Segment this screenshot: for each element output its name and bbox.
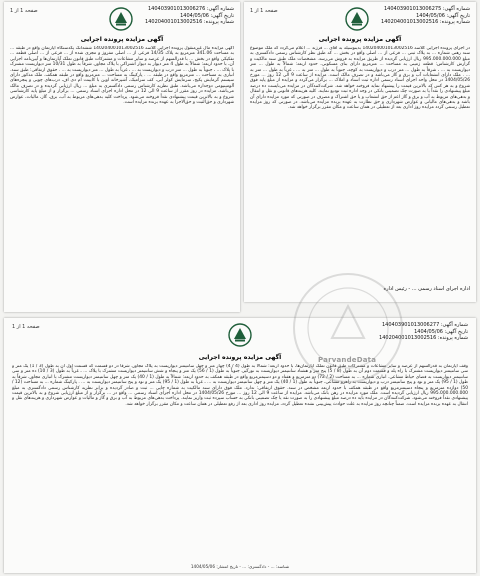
judiciary-emblem-icon xyxy=(108,6,134,32)
notice-date: تاریخ آگهی: 1404/05/06 xyxy=(414,328,468,335)
judiciary-emblem-icon xyxy=(344,6,370,32)
notice-body: وقف آپارتمان به قدرالسهم از عرصه و سایر مشاعات و مشترکات طبق قانون تملک آپارتمان‌ها، با حدود اربعه: شمالاً به طول (4 / 4) چهار متر و چهل سانتیمتر دیواریست به پلاک مجاور، شرقاً در دو قسمت که قسمت اول آن به طول (3 / 1) یک متر و سی سانتیمتر دیواریست مشترک با راه پله و قسمت دوم آن به طول (8 / 5) پنج متر و هشتاد سانتیمتر دیواریست به نورگیر، جنوباً به طول (1 / 56) یک متر و پنجاه و شش سانتیمتر دیواریست مشترک با پلاک ... ، غرباً به طول (3 / 10) ده متر و سی سانتیمتر دیواریست به فضای حیاط مشاعی. انباری شماره ... به مساحت (2 / 72) دو مترمربع و هفتاد و دو دسیمترمربع واقع در طبقه همکف به حدود اربعه: شمالاً به طول (1 / 40) یک متر و چهل سانتیمتر دیواریست مشترک با انباری مجاور، شرقاً به طول (1 / 95) یک متر و نود و پنج سانتیمتر درب و دیواریست به راهرو مشاعی، جنوباً به طول (1 / 40) یک متر و چهل سانتیمتر دیواریست به ... ، غرباً به طول (1 / 95) یک متر و نود و پنج سانتیمتر دیواریست به ... . پارکینگ شماره ... به مساحت (12 / 50) دوازده مترمربع و پنجاه دسیمترمربع واقع در طبقه همکف با حدود اربعه مشخص در سند. حقوق ارتفاقی: ندارد. ملک فوق دارای سند مالکیت به شماره چاپی ... ثبت و صادر گردیده و برابر نظریه کارشناس رسمی دادگستری به مبلغ 995.000.000.000 ریال ارزیابی گردیده است. ملک مورد مزایده در رهن بانک می‌باشد. مزایده از ساعت 9 الی 12 روز ... مورخ 1404/05/26 در محل اداره اجرای اسناد رسمی ... واقع در ... برگزار و از مبلغ ارزیابی شروع و به بالاترین قیمت پیشنهادی نقداً فروخته می‌شود. شرکت‌کنندگان در مزایده باید ده درصد مبلغ پیشنهادی را به صورت نقد یا چک تضمینی بانکی به حساب سپرده ثبت واریز نمایند. پرداخت بدهی‌های مربوط به آب و برق و گاز و مالیات و عوارض شهرداری و هزینه‌های نقل و انتقال به عهده برنده مزایده است. ضمناً چنانچه روز مزایده به علت حوادث پیش‌بینی نشده تعطیل گردد، مزایده روز اداری بعد از رفع تعطیلی در همان ساعت و مکان مقرر برگزار خواهد شد. xyxy=(12,364,468,407)
notice-meta xyxy=(379,322,468,342)
notice-title: آگهی مزایده پرونده اجرایی xyxy=(198,354,282,361)
notice-number: شماره آگهی: 140403901013006277 xyxy=(381,322,468,328)
notice-title: آگهی مزایده پرونده اجرایی xyxy=(318,36,402,43)
page-indicator: صفحه 1 از 1 xyxy=(10,8,38,14)
page-indicator: صفحه 1 از 1 xyxy=(12,324,40,330)
notice-date: تاریخ آگهی: 1404/05/06 xyxy=(416,12,470,19)
notice-body: در اجرای پرونده اجرایی کلاسه 140204001013002516 بدینوسیله به آقای ... فرزند ... اعلام می‌گردد که ملک موضوع سند رهنی شماره ... به پلاک ثبتی ... فرعی از ... اصلی واقع در بخش ... که طبق نظر کارشناس رسمی دادگستری به مبلغ 995.000.000.000 ریال ارزیابی گردیده از طریق مزایده به فروش می‌رسد. مشخصات ملک طبق سند مالکیت و گزارش کارشناس: قطعه زمینی به مساحت ... مترمربع دارای بنای مسکونی، حدود اربعه: شمالاً به طول ... متر دیواریست به ... ، شرقاً به طول ... متر درب و دیواریست به کوچه، جنوباً به طول ... متر به ... ، غرباً به طول ... متر به ... . ملک دارای انشعابات آب و برق و گاز می‌باشد و در تصرف مالک است. مزایده از ساعت 9 الی 12 روز ... مورخ 1404/05/26 در محل واحد اجرای اسناد رسمی اداره ثبت اسناد و املاک ... برگزار می‌گردد و مزایده از مبلغ پایه فوق شروع و به هر کس که بالاترین قیمت را پیشنهاد نماید فروخته خواهد شد. شرکت‌کنندگان در مزایده می‌بایست ده درصد مبلغ پیشنهادی را نقداً یا به صورت چک تضمینی بانکی در وجه اداره ثبت تودیع نمایند. کلیه هزینه‌های قانونی و نقل و انتقال و بدهی‌های مربوط به آب و برق و گاز اعم از حق انشعاب و یا حق اشتراک و مصرف در صورتی که مورد مزایده دارای آن باشد و بدهی‌های مالیاتی و عوارض شهرداری و حق نظارت به عهده برنده مزایده می‌باشد. در صورتی که روز مزایده تعطیل رسمی گردد مزایده روز اداری بعد از تعطیلی در همان ساعت و مکان مقرر برگزار خواهد شد. xyxy=(250,46,470,111)
notice-footer: شناسه: ... - دادگستری: ... - تاریخ انتشار: 1404/05/06 xyxy=(190,564,290,569)
signature-line: اداره اجرای اسناد رسمی ... - رئیس اداره xyxy=(383,286,470,292)
notice-number: شماره آگهی: 140403901013006275 xyxy=(383,6,470,12)
file-number: شماره پرونده: 140204001013002516 xyxy=(381,19,470,25)
notice-right xyxy=(244,2,476,302)
notice-number: شماره آگهی: 140403901013006276 xyxy=(147,6,234,12)
notice-bottom xyxy=(4,318,476,573)
notice-title: آگهی مزایده پرونده اجرایی xyxy=(80,36,164,43)
file-number: شماره پرونده: 140204001013002516 xyxy=(379,335,468,341)
page-indicator: صفحه 1 از 1 xyxy=(250,8,278,14)
notice-left xyxy=(4,2,240,312)
judiciary-emblem-icon xyxy=(227,322,253,348)
notice-date: تاریخ آگهی: 1404/05/06 xyxy=(180,12,234,19)
notice-body: آگهی مزایده مال غیرمنقول پرونده اجرایی کلاسه 140204001013002516 ششدانگ یکدستگاه آپارتمان واقع در طبقه ... به مساحت 341.06 مترمربع به پلاک 14/35 فرعی از ... اصلی مفروز و مجزی شده از ... فرعی از ... اصلی قطعه ... تفکیکی واقع در بخش ... با قدرالسهم از عرصه و سایر مشاعات و مشترکات طبق قانون تملک آپارتمان‌ها و آیین‌نامه اجرایی آن، با حدود اربعه: شمالاً به طول 4 متر دیوار به دیوار اشتراکی با پلاک مجاور، شرقاً به طول 10/31 متر دیواریست مشترک با پلاک ... ، جنوباً به طول ... متر درب و دیواریست به ... ، غرباً به طول ... متر دیواریست به ... . حقوق ارتفاقی: طبق سند. انباری به مساحت ... مترمربع واقع در طبقه ... . پارکینگ به مساحت ... مترمربع واقع در طبقه همکف. ملک مذکور دارای سیستم گرمایش پکیج، سرمایش کولر آبی، کف سرامیک، آشپزخانه اوپن با کابینت ام دی اف، درب‌های چوبی و پنجره‌های آلومینیومی دوجداره می‌باشد. طبق نظریه کارشناس رسمی دادگستری به مبلغ ... ریال ارزیابی گردیده و در تصرف مالک می‌باشد. مزایده در روز مقرر از ساعت 9 الی 12 در محل اداره اجرای اسناد رسمی ... برگزار و از مبلغ پایه کارشناسی شروع و به بالاترین قیمت پیشنهادی نقداً فروخته می‌شود. پرداخت کلیه بدهی‌های مربوط به آب، برق، گاز، مالیات، عوارض شهرداری و حق‌الثبت و حق‌الاجرا به عهده برنده مزایده است. xyxy=(10,46,234,106)
notice-meta xyxy=(381,6,470,26)
file-number: شماره پرونده: 140204001013002516 xyxy=(145,19,234,25)
watermark-text: ParvandeData xyxy=(318,356,377,364)
notice-meta xyxy=(145,6,234,26)
